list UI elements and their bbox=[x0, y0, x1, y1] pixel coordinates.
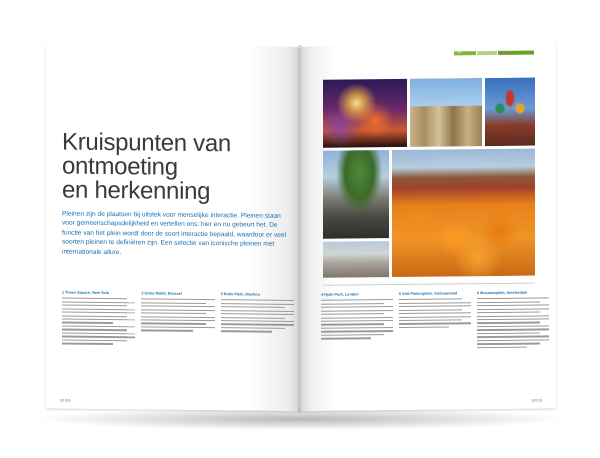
title-line-2: ontmoeting bbox=[62, 152, 178, 181]
title-line-1: Kruispunten van bbox=[62, 128, 231, 158]
body-column bbox=[221, 292, 294, 348]
column-heading: 4 Hyde Park, Londen bbox=[321, 292, 359, 297]
photo-sint-pietersplein bbox=[323, 241, 389, 278]
right-page bbox=[301, 44, 556, 411]
left-page bbox=[46, 44, 299, 411]
article-title bbox=[62, 128, 292, 206]
section-tab bbox=[477, 51, 497, 55]
photo-museumplein bbox=[392, 149, 535, 277]
section-tabs bbox=[454, 51, 534, 56]
title-line-3: en herkenning bbox=[62, 176, 211, 206]
divider bbox=[323, 283, 535, 286]
section-tab bbox=[498, 51, 534, 55]
column-heading: 6 Museumplein, Amsterdam bbox=[477, 290, 528, 296]
left-body-columns bbox=[62, 291, 294, 348]
column-heading: 3 Rode Plein, Moskou bbox=[220, 292, 260, 297]
right-body-columns bbox=[321, 290, 549, 351]
page-number-right: ISO 29 bbox=[531, 398, 542, 403]
column-heading: 2 Grote Markt, Brussel bbox=[141, 291, 182, 296]
body-column bbox=[321, 292, 393, 351]
photo-rode-plein bbox=[485, 78, 535, 147]
body-column bbox=[141, 291, 214, 347]
photo-times-square bbox=[323, 79, 407, 148]
photo-grote-markt bbox=[410, 78, 482, 147]
body-column bbox=[477, 290, 549, 349]
article-intro: Pleinen zijn de plaatsen bij uitstek voor menselijke interactie. Pleinen staan voor gemeenschapsdelijkheid en vertellen ons: hier en nu gebeurt het. De functie van het plein wordt door de soort interactie bepaald, waardoor er veel soorten pleinen te definiëren zijn. Een selectie van iconische pleinen met internationale allure. bbox=[62, 210, 286, 256]
column-heading: 1 Times Square, New York bbox=[62, 290, 110, 296]
page-number-left: 28 ISO bbox=[60, 398, 71, 403]
section-tab: ISO bbox=[454, 51, 476, 55]
photo-hyde-park bbox=[323, 150, 389, 239]
body-column bbox=[62, 291, 135, 347]
column-heading: 5 Sint Pietersplein, Vaticaanstad bbox=[399, 291, 458, 296]
body-column bbox=[399, 291, 471, 350]
